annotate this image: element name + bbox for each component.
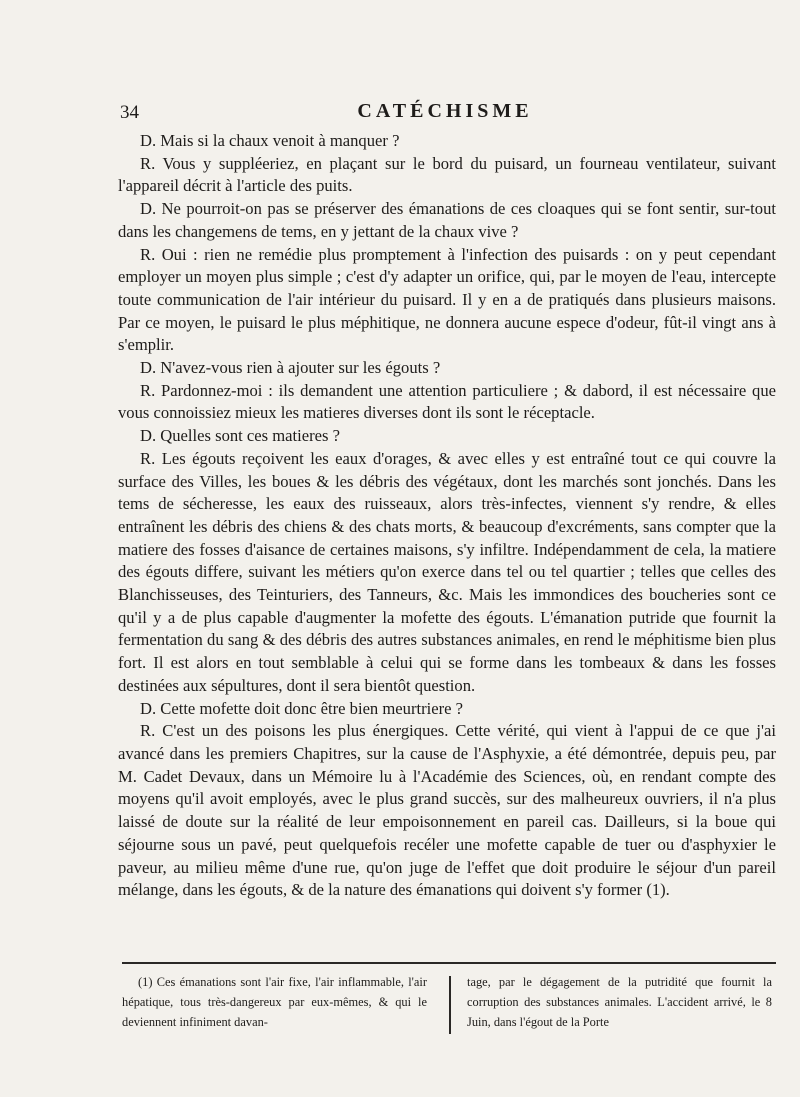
paragraph: R. Oui : rien ne remédie plus promptement à l'infection des puisards : on y peut cependant employer un moyen plus simple ; c'est d'y adapter un orifice, qui, par le moyen de l'eau, intercepte toute communication de l'air intérieur du puisard. Il y en a de pratiqués dans plusieurs maisons. Par ce moyen, le puisard le plus méphitique, ne donnera aucune espece d'odeur, fût-il vingt ans à s'emplir. <box>118 244 776 355</box>
page-number: 34 <box>120 102 139 123</box>
paragraph: R. Vous y suppléeriez, en plaçant sur le bord du puisard, un fourneau ventilateur, suivant l'appareil décrit à l'article des puits. <box>118 153 776 196</box>
page-header <box>120 100 770 130</box>
paragraph: R. Les égouts reçoivent les eaux d'orages, & avec elles y est entraîné tout ce qui couvre la surface des Villes, les boues & les débris des végétaux, dont les marchés sont jonchés. Dans les tems de sécheresse, les eaux des ruisseaux, alors très-infectes, viennent s'y rendre, & elles entraînent les débris des chiens & des chats morts, & beaucoup d'excréments, sans compter que la matiere des fosses d'aisance de certaines maisons, s'y infiltre. Indépendamment de cela, la matiere des égouts differe, suivant les métiers qu'on exerce dans tel ou tel quartier ; telles que celles des Blanchisseuses, des Teinturiers, des Tanneurs, &c. Mais les immondices des boucheries sont ce qu'il y a de plus capable d'augmenter la mofette des égouts. L'émanation putride que fournit la fermentation du sang & des débris des autres substances animales, en rend le méphitisme bien plus fort. Il est alors en tout semblable à celui qui se forme dans les tombeaux & dans les fosses destinées aux sépultures, dont il sera bientôt question. <box>118 448 776 695</box>
paragraph: D. Quelles sont ces matieres ? <box>140 426 340 446</box>
footnotes <box>122 972 776 1042</box>
paragraph: D. Mais si la chaux venoit à manquer ? <box>140 131 400 150</box>
footnote-column-divider <box>449 976 451 1034</box>
paragraph: R. C'est un des poisons les plus énergiques. Cette vérité, qui vient à l'appui de ce que j'ai avancé dans les premiers Chapitres, sur la cause de l'Asphyxie, a été démontrée, depuis peu, par M. Cadet Devaux, dans un Mémoire lu à l'Académie des Sciences, où, en rendant compte des moyens qu'il avoit employés, avec le plus grand succès, sur des malheureux ouvriers, il n'a plus laissé de doute sur la réalité de leur empoisonnement en pareil cas. Dailleurs, si la boue qui séjourne sous un pavé, peut quelquefois recéler une mofette capable de tuer ou d'asphyxier le paveur, au milieu même d'une rue, qu'on juge de l'effet que doit produire le séjour d'un pareil mélange, dans les égouts, & de la nature des émanations qui doivent s'y former (1). <box>118 721 776 900</box>
footnote-right-column: tage, par le dégagement de la putridité que fournit la corruption des substances animales. L'accident arrivé, le 8 Juin, dans l'égout de la Porte <box>467 975 772 1029</box>
paragraph: R. Pardonnez-moi : ils demandent une attention particuliere ; & dabord, il est nécessaire que vous connoissiez mieux les matieres diverses dont ils sont le réceptacle. <box>118 380 776 423</box>
footnote-rule <box>122 962 776 964</box>
paragraph: D. Ne pourroit-on pas se préserver des émanations de ces cloaques qui se font sentir, sur-tout dans les changemens de tems, en y jettant de la chaux vive ? <box>118 199 776 241</box>
footnote-left-column: (1) Ces émanations sont l'air fixe, l'air inflammable, l'air hépatique, tous très-dangereux par eux-mêmes, & qui le deviennent infiniment davan- <box>122 975 427 1029</box>
paragraph: D. Cette mofette doit donc être bien meurtriere ? <box>140 698 463 718</box>
paragraph: D. N'avez-vous rien à ajouter sur les égouts ? <box>140 358 441 378</box>
body-text <box>118 130 776 902</box>
running-title: CATÉCHISME <box>357 100 533 122</box>
